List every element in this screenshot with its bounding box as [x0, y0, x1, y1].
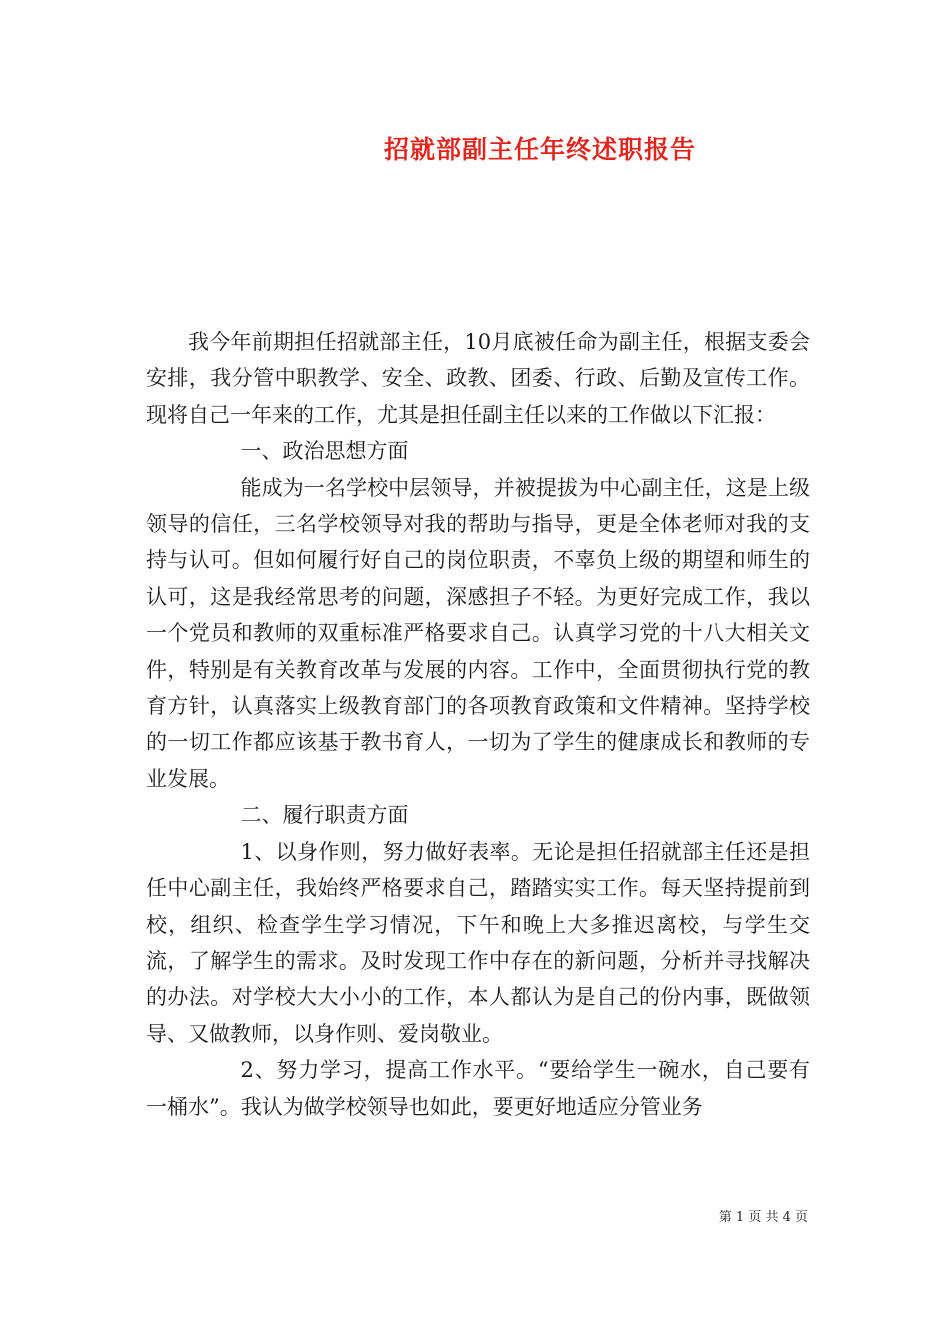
document-body	[146, 324, 810, 1125]
paragraph-intro: 我今年前期担任招就部主任，10月底被任命为副主任，根据支委会安排，我分管中职教学、安全、政教、团委、行政、后勤及宣传工作。现将自己一年来的工作，尤其是担任副主任以来的工作做以下汇报：	[146, 330, 810, 427]
paragraph-political: 能成为一名学校中层领导，并被提拔为中心副主任，这是上级领导的信任，三名学校领导对我的帮助与指导，更是全体老师对我的支持与认可。但如何履行好自己的岗位职责，不辜负上级的期望和师生的认可，这是我经常思考的问题，深感担子不轻。为更好完成工作，我以一个党员和教师的双重标准严格要求自己。认真学习党的十八大相关文件，特别是有关教育改革与发展的内容。工作中，全面贯彻执行党的教育方针，认真落实上级教育部门的各项教育政策和文件精神。坚持学校的一切工作都应该基于教书育人，一切为了学生的健康成长和教师的专业发展。	[146, 475, 810, 791]
page-number: 第 1 页 共 4 页	[718, 1210, 808, 1225]
paragraph-duty-2: 2、努力学习，提高工作水平。“要给学生一碗水，自己要有一桶水”。我认为做学校领导也如此，要更好地适应分管业务	[146, 1058, 810, 1119]
document-title: 招就部副主任年终述职报告	[383, 135, 696, 164]
paragraph-duty-1: 1、以身作则，努力做好表率。无论是担任招就部主任还是担任中心副主任，我始终严格要求自己，踏踏实实工作。每天坚持提前到校，组织、检查学生学习情况，下午和晚上大多推迟离校，与学生交流，了解学生的需求。及时发现工作中存在的新问题，分析并寻找解决的办法。对学校大大小小的工作，本人都认为是自己的份内事，既做领导、又做教师，以身作则、爱岗敬业。	[146, 839, 810, 1046]
section-heading-duties: 二、履行职责方面	[240, 803, 409, 828]
section-heading-political: 一、政治思想方面	[240, 439, 409, 464]
